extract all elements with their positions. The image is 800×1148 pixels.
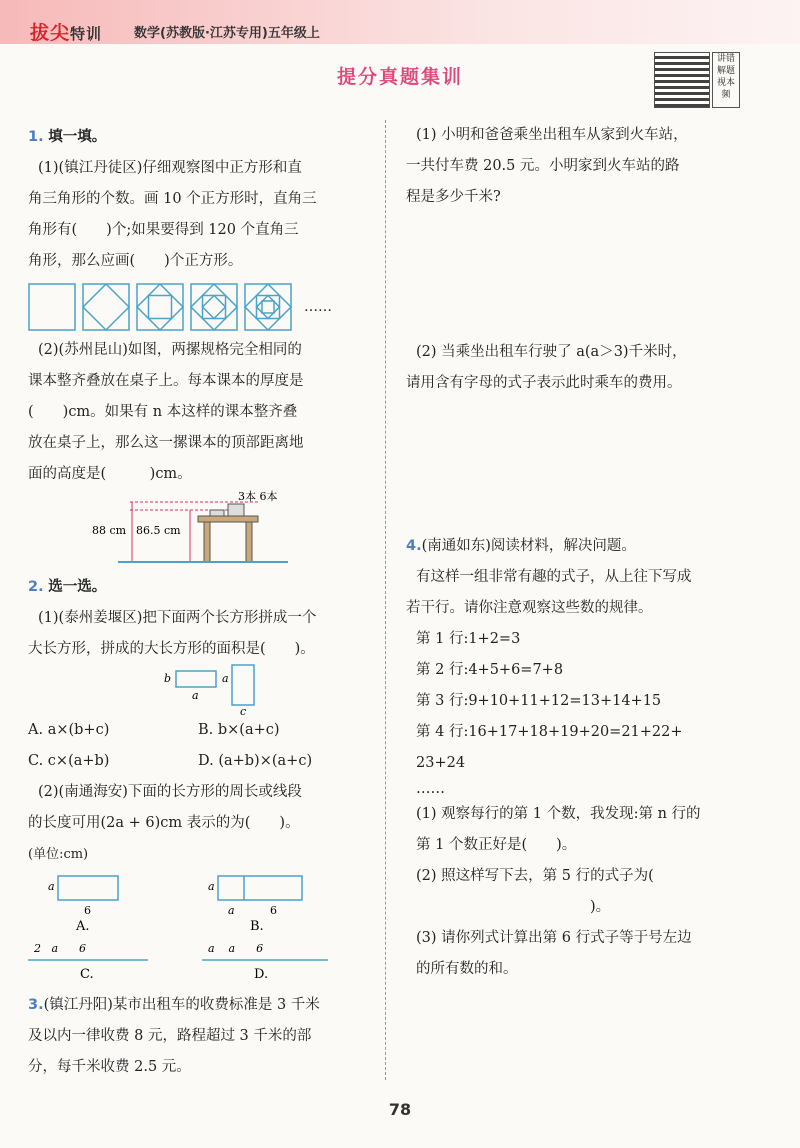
left-column bbox=[28, 122, 378, 1083]
q3-s2-l1: (2) 当乘坐出租车行驶了 a(a＞3)千米时， bbox=[416, 344, 687, 360]
q3-line3: 分，每千米收费 2.5 元。 bbox=[28, 1059, 191, 1075]
q4-row-ellipsis: …… bbox=[416, 781, 445, 797]
svg-text:6: 6 bbox=[270, 904, 277, 917]
svg-text:a a 6: a a 6 bbox=[208, 942, 264, 955]
q4-row-2: 第 2 行:4+5+6=7+8 bbox=[416, 662, 564, 678]
q4-heading: 4.(南通如东)阅读材料，解决问题。 bbox=[406, 538, 636, 554]
q2-p1-l1: (1)(泰州姜堰区)把下面两个长方形拼成一个 bbox=[38, 610, 317, 626]
svg-text:6: 6 bbox=[84, 904, 91, 917]
qr-label: 讲错解题视本频 bbox=[712, 52, 740, 108]
q2-heading: 2. 选一选。 bbox=[28, 579, 107, 595]
q3-line2: 及以内一律收费 8 元，路程超过 3 千米的部 bbox=[28, 1028, 312, 1044]
q3-line1: 3.(镇江丹阳)某市出租车的收费标准是 3 千米 bbox=[28, 997, 320, 1013]
q4-p-l1: 有这样一组非常有趣的式子，从上往下写成 bbox=[416, 569, 692, 585]
q1-p2-l2: 课本整齐叠放在桌子上。每本课本的厚度是 bbox=[28, 373, 304, 389]
q2-p2-l2: 的长度可用(2a + 6)cm 表示的为( )。 bbox=[28, 815, 300, 831]
q4-s1-l1: (1) 观察每行的第 1 个数，我发现:第 n 行的 bbox=[416, 806, 701, 822]
q2-options-ab bbox=[28, 715, 378, 746]
q4-row-4-cont: 23+24 bbox=[416, 755, 466, 771]
square-figure-5 bbox=[244, 283, 292, 331]
q1-p2-l1: (2)(苏州昆山)如图，两摞规格完全相同的 bbox=[38, 342, 302, 358]
answer-space-1[interactable] bbox=[406, 213, 776, 337]
q2-unit: (单位:cm) bbox=[28, 847, 89, 862]
svg-text:C.: C. bbox=[80, 967, 94, 982]
q1-p2-l3: ( )cm。如果有 n 本这样的课本整齐叠 bbox=[28, 404, 298, 420]
svg-text:c: c bbox=[240, 705, 247, 718]
q4-s2-l2: )。 bbox=[416, 899, 611, 915]
page-number: 78 bbox=[388, 1100, 412, 1119]
q4-s1-l2: 第 1 个数正好是( )。 bbox=[416, 837, 577, 853]
perimeter-options-figure bbox=[28, 870, 358, 990]
option-d[interactable]: D. (a+b)×(a+c) bbox=[198, 753, 313, 769]
q3-s2-l2: 请用含有字母的式子表示此时乘车的费用。 bbox=[406, 375, 682, 391]
q1-p2-l4: 放在桌子上，那么这一摞课本的顶部距离地 bbox=[28, 435, 304, 451]
squares-figure bbox=[28, 283, 378, 331]
subject-label: 数学(苏教版·江苏专用)五年级上 bbox=[134, 26, 320, 41]
header-bar bbox=[0, 0, 800, 44]
ellipsis: …… bbox=[304, 298, 332, 315]
q4-s3-l2: 的所有数的和。 bbox=[416, 961, 518, 977]
svg-text:B.: B. bbox=[250, 919, 264, 934]
page-title: 提分真题集训 bbox=[336, 66, 463, 88]
q1-p1-l1: (1)(镇江丹徒区)仔细观察图中正方形和直 bbox=[38, 160, 302, 176]
q4-s3-l1: (3) 请你列式计算出第 6 行式子等于号左边 bbox=[416, 930, 692, 946]
right-column bbox=[406, 120, 776, 985]
svg-text:a: a bbox=[222, 672, 229, 685]
q4-row-3: 第 3 行:9+10+11+12=13+14+15 bbox=[416, 693, 662, 709]
answer-space-2[interactable] bbox=[406, 399, 776, 531]
svg-text:A.: A. bbox=[76, 919, 90, 934]
height-88: 88 cm bbox=[92, 524, 127, 537]
option-b[interactable]: B. b×(a+c) bbox=[198, 722, 280, 738]
q3-s1-l1: (1) 小明和爸爸乘坐出租车从家到火车站， bbox=[416, 127, 688, 143]
option-a[interactable]: A. a×(b+c) bbox=[28, 722, 110, 738]
square-figure-2 bbox=[82, 283, 130, 331]
q1-heading: 1. 填一填。 bbox=[28, 129, 107, 145]
svg-text:D.: D. bbox=[254, 967, 269, 982]
q4-s2-l1: (2) 照这样写下去，第 5 行的式子为( bbox=[416, 868, 654, 884]
q4-row-4: 第 4 行:16+17+18+19+20=21+22+ bbox=[416, 724, 683, 740]
q1-p1-l2: 角三角形的个数。画 10 个正方形时，直角三 bbox=[28, 191, 317, 207]
svg-text:a: a bbox=[208, 880, 215, 893]
books-label: 3本 6本 bbox=[238, 490, 278, 503]
option-c[interactable]: C. c×(a+b) bbox=[28, 753, 110, 769]
square-figure-1 bbox=[28, 283, 76, 331]
q3-s1-l3: 程是多少千米? bbox=[406, 189, 501, 205]
q4-p-l2: 若干行。请你注意观察这些数的规律。 bbox=[406, 600, 653, 616]
q2-p2-l1: (2)(南通海安)下面的长方形的周长或线段 bbox=[38, 784, 302, 800]
svg-text:a: a bbox=[228, 904, 235, 917]
q4-row-1: 第 1 行:1+2=3 bbox=[416, 631, 521, 647]
qr-code-icon[interactable] bbox=[654, 52, 710, 108]
svg-text:a: a bbox=[192, 689, 199, 702]
q2-p1-l2: 大长方形，拼成的大长方形的面积是( )。 bbox=[28, 641, 315, 657]
square-figure-4 bbox=[190, 283, 238, 331]
two-rectangles-figure bbox=[158, 665, 318, 718]
brand-logo: 拔尖特训 bbox=[30, 22, 103, 44]
q3-s1-l2: 一共付车费 20.5 元。小明家到火车站的路 bbox=[406, 158, 680, 174]
q1-p1-l4: 角形，那么应画( )个正方形。 bbox=[28, 253, 243, 269]
svg-text:2 a 6: 2 a 6 bbox=[34, 942, 87, 955]
q1-p2-l5: 面的高度是( )cm。 bbox=[28, 466, 192, 482]
svg-text:a: a bbox=[48, 880, 55, 893]
books-table-figure bbox=[92, 490, 368, 568]
q1-p1-l3: 角形有( )个;如果要得到 120 个直角三 bbox=[28, 222, 299, 238]
q2-options-cd bbox=[28, 746, 378, 777]
column-divider bbox=[385, 120, 386, 1080]
svg-text:b: b bbox=[164, 672, 172, 685]
square-figure-3 bbox=[136, 283, 184, 331]
height-86-5: 86.5 cm bbox=[136, 524, 181, 537]
